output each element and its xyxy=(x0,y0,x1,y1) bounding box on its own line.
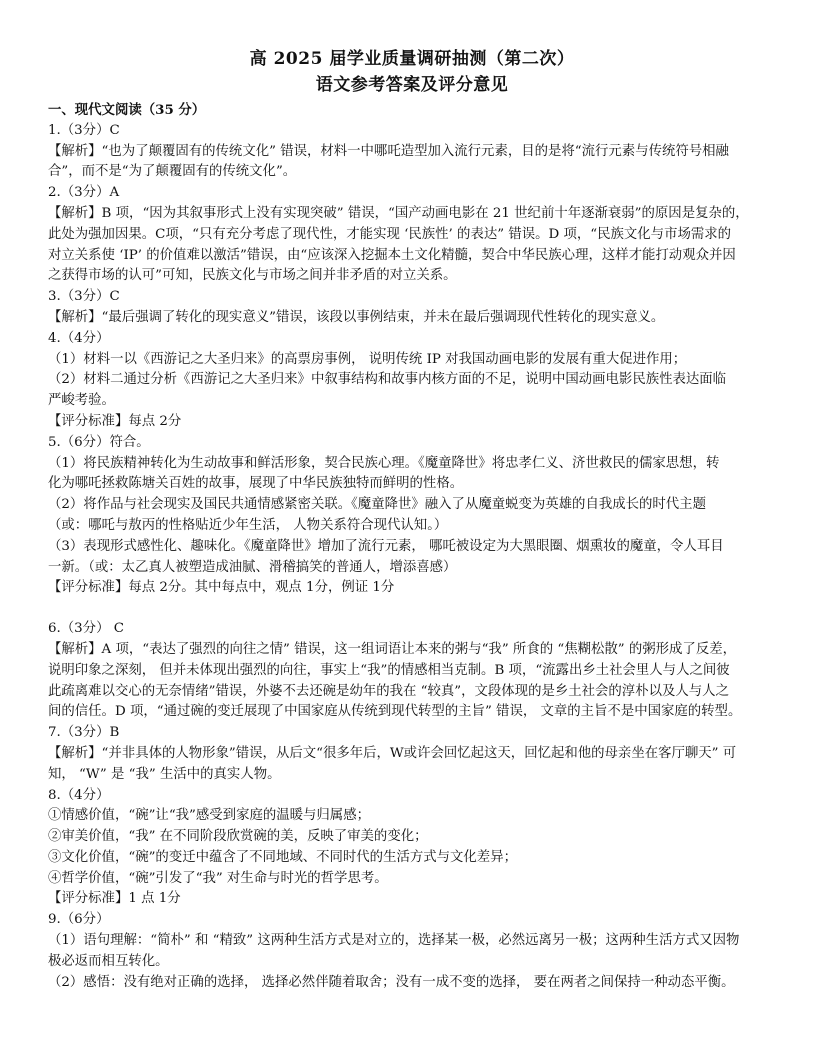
text-line: （2）材料二通过分析《西游记之大圣归来》中叙事结构和故事内核方面的不足，说明中国动画电影民族性表达面临 xyxy=(48,372,727,388)
text-line: 严峻考验。 xyxy=(48,393,115,409)
answer-body xyxy=(48,121,776,994)
text-line: 一新。（或：太乙真人被塑造成油腻、滑稽搞笑的普通人，增添喜感） xyxy=(48,559,457,575)
text-line: 合”，而不是“为了颠覆固有的传统文化”。 xyxy=(48,164,297,180)
text-line: 4.（4分） xyxy=(48,330,110,346)
text-line: 间的信任。D 项，“通过碗的变迁展现了中国家庭从传统到现代转型的主旨” 错误， 文章的主旨不是中国家庭的转型。 xyxy=(48,704,742,720)
text-line: 化为哪吒拯救陈塘关百姓的故事，展现了中华民族独特而鲜明的性格。 xyxy=(48,476,464,492)
text-line: 之获得市场的认可”可知，民族文化与市场之间并非矛盾的对立关系。 xyxy=(48,268,457,284)
text-line: 8.（4分） xyxy=(48,787,110,803)
text-line: ④哲学价值，“碗”引发了“我” 对生命与时光的哲学思考。 xyxy=(48,870,388,886)
text-line: 7.（3分）B xyxy=(48,725,120,741)
text-line: ②审美价值，“我” 在不同阶段欣赏碗的美，反映了审美的变化； xyxy=(48,829,428,845)
text-line: 【解析】“并非具体的人物形象”错误，从后文“很多年后，W或许会回忆起这天，回忆起和他的母亲坐在客厅聊天” 可 xyxy=(48,745,737,761)
text-line: 对立关系使 ‘IP’ 的价值难以激活”错误，由“应该深入挖掘本土文化精髓，契合中华民族心理，这样才能打动观众并因 xyxy=(48,247,736,263)
text-line: 此处为强加因果。C项，“只有充分考虑了现代性，才能实现 ‘民族性’ 的表达” 错误。D 项，“民族文化与市场需求的 xyxy=(48,226,732,242)
text-line: 【评分标准】每点 2分。其中每点中，观点 1分，例证 1分 xyxy=(48,580,395,596)
text-line: （1）将民族精神转化为生动故事和鲜活形象，契合民族心理。《魔童降世》将忠孝仁义、济世救民的儒家思想，转 xyxy=(48,455,720,471)
text-line: 2.（3分）A xyxy=(48,185,120,201)
blank-line xyxy=(48,599,776,619)
text-line: 【评分标准】1 点 1分 xyxy=(48,891,181,907)
text-line: （或：哪吒与敖丙的性格贴近少年生活， 人物关系符合现代认知。） xyxy=(48,517,448,533)
text-line: 【解析】“也为了颠覆固有的传统文化” 错误，材料一中哪吒造型加入流行元素，目的是将“流行元素与传统符号相融 xyxy=(48,143,729,159)
text-line: 【评分标准】每点 2分 xyxy=(48,413,182,429)
text-line: 【解析】“最后强调了转化的现实意义”错误，该段以事例结束，并未在最后强调现代性转化的现实意义。 xyxy=(48,309,665,325)
document-subtitle: 语文参考答案及评分意见 xyxy=(315,75,509,95)
text-line: （2）将作品与社会现实及国民共通情感紧密关联。《魔童降世》融入了从魔童蜕变为英雄的自我成长的时代主题 xyxy=(48,497,706,513)
text-line: （2）感悟：没有绝对正确的选择， 选择必然伴随着取舍；没有一成不变的选择， 要在两者之间保持一种动态平衡。 xyxy=(48,974,735,990)
text-line: 3.（3分）C xyxy=(48,289,120,305)
text-line: 9.（6分） xyxy=(48,912,110,928)
document-title: 高 2025 届学业质量调研抽测（第二次） xyxy=(249,49,575,69)
text-line: 5.（6分）符合。 xyxy=(48,434,150,450)
text-line: 【解析】B 项，“因为其叙事形式上没有实现突破” 错误，“国产动画电影在 21 世纪前十年逐渐衰弱”的原因是复杂的， xyxy=(48,205,749,221)
text-line: ③文化价值，“碗”的变迁中蕴含了不同地域、不同时代的生活方式与文化差异； xyxy=(48,849,517,865)
text-line: 说明印象之深刻， 但并未体现出强烈的向往，事实上“我”的情感相当克制。B 项，“流露出乡土社会里人与人之间彼 xyxy=(48,662,730,678)
text-line: 【解析】A 项，“表达了强烈的向往之情” 错误，这一组词语让本来的粥与“我” 所食的 “焦糊松散” 的粥形成了反差， xyxy=(48,641,736,657)
text-line: 知， “W” 是 “我” 生活中的真实人物。 xyxy=(48,766,281,782)
section-heading: 一、现代文阅读（35 分） xyxy=(48,102,206,118)
text-line: （1）材料一以《西游记之大圣归来》的高票房事例， 说明传统 IP 对我国动画电影的发展有重大促进作用； xyxy=(48,351,687,367)
text-line: 6.（3分） C xyxy=(48,621,124,637)
text-line: ①情感价值，“碗”让“我”感受到家庭的温暖与归属感； xyxy=(48,808,370,824)
text-line: 1.（3分）C xyxy=(48,122,120,138)
text-line: 此疏离难以交心的无奈情绪”错误，外婆不去还碗是幼年的我在 “较真”，文段体现的是乡土社会的淳朴以及人与人之 xyxy=(48,683,729,699)
text-line: （3）表现形式感性化、趣味化。《魔童降世》增加了流行元素， 哪吒被设定为大黑眼圈、烟熏妆的魔童，令人耳目 xyxy=(48,538,724,554)
text-line: 极必返而相互转化。 xyxy=(48,953,169,969)
text-line: （1）语句理解：“简朴” 和 “精致” 这两种生活方式是对立的，选择某一极，必然远离另一极；这两种生活方式又因物 xyxy=(48,933,740,949)
